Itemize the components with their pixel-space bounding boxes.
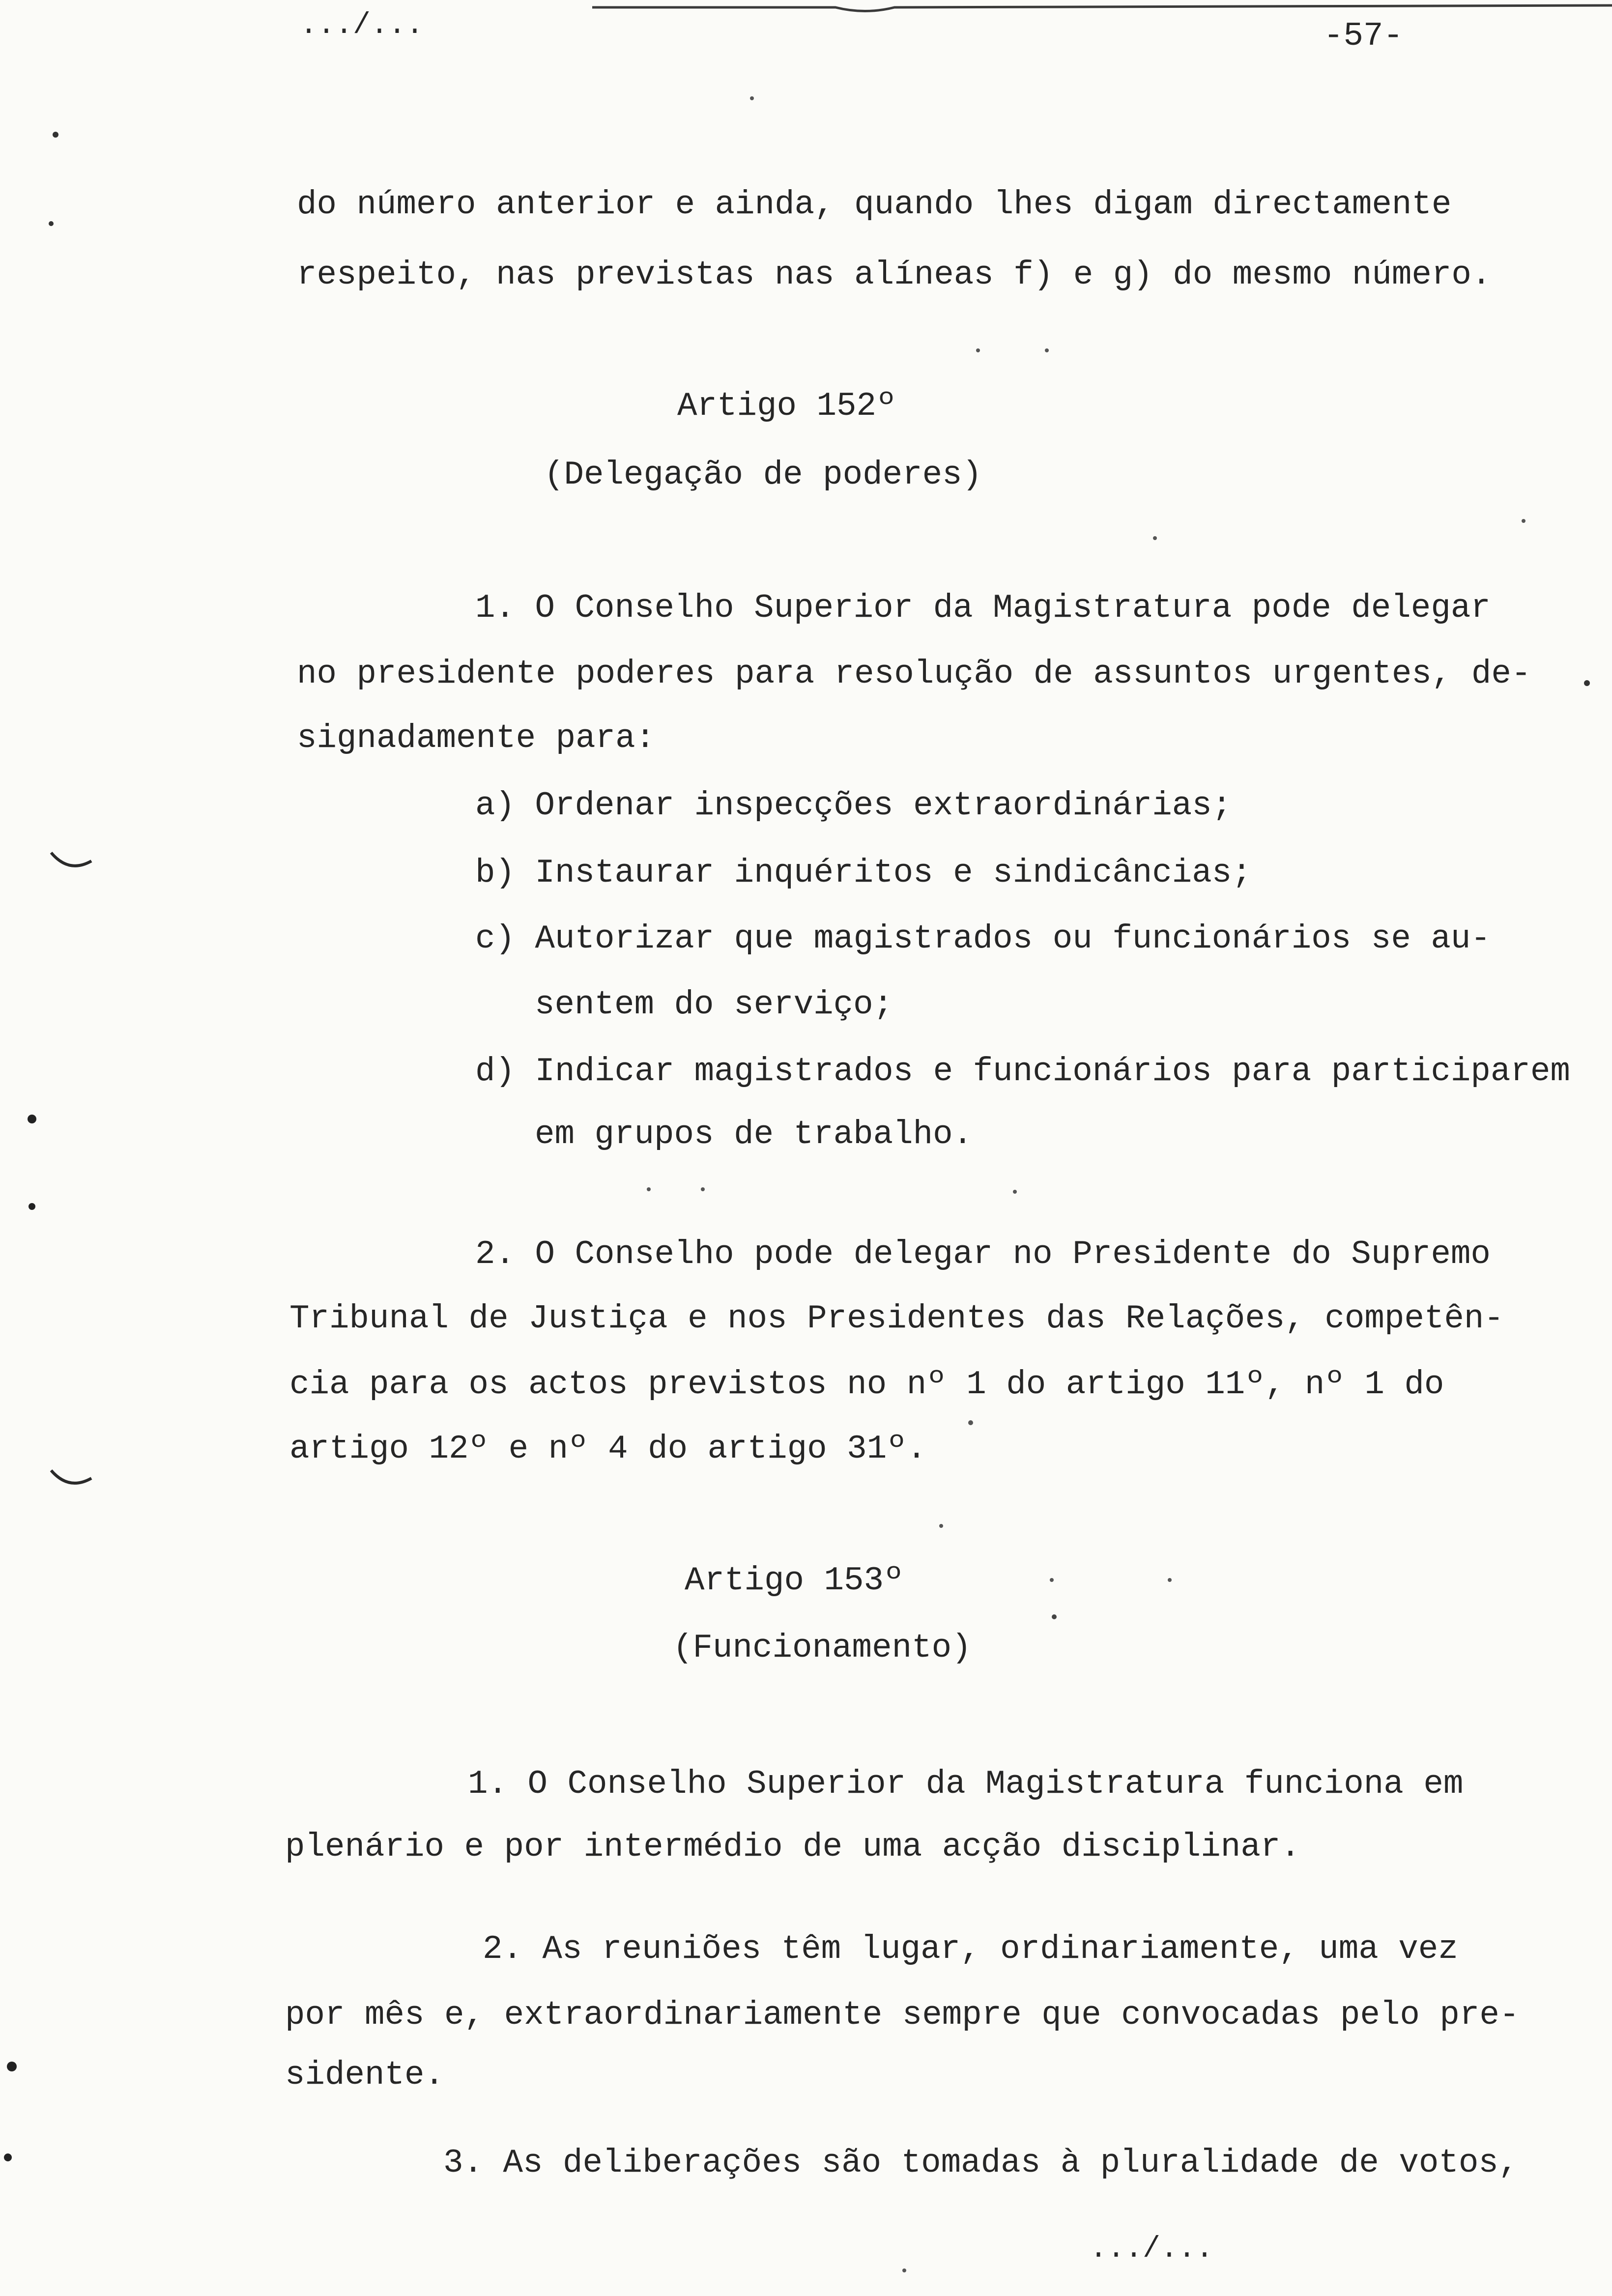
speck bbox=[1050, 1578, 1054, 1582]
article-153-subtitle: (Funcionamento) bbox=[673, 1630, 972, 1667]
article-152-paragraph-1-line: signadamente para: bbox=[297, 720, 656, 757]
article-152-paragraph-2-line: cia para os actos previstos no nº 1 do artigo 11º, nº 1 do bbox=[289, 1366, 1444, 1404]
list-item-text: Instaurar inquéritos e sindicâncias; bbox=[535, 855, 1252, 892]
list-item-text: Autorizar que magistrados ou funcionários se au- bbox=[535, 920, 1491, 958]
header-continuation-mark: .../... bbox=[300, 9, 424, 42]
binding-mark bbox=[51, 853, 91, 866]
article-153-paragraph-2-line: 2. As reuniões têm lugar, ordinariamente, uma vez bbox=[483, 1931, 1458, 1968]
article-153-paragraph-1-line: 1. O Conselho Superior da Magistratura funciona em bbox=[468, 1766, 1464, 1803]
speck bbox=[902, 2268, 906, 2272]
speck bbox=[939, 1524, 943, 1528]
opening-paragraph-line: respeito, nas previstas nas alíneas f) e g) do mesmo número. bbox=[297, 257, 1492, 294]
list-item-label: b) bbox=[475, 855, 516, 892]
speck bbox=[976, 348, 980, 352]
article-153-paragraph-2-line: sidente. bbox=[285, 2057, 445, 2094]
list-item-c bbox=[475, 922, 1491, 956]
list-item-text: Indicar magistrados e funcionários para participarem bbox=[535, 1053, 1570, 1091]
list-item-a bbox=[475, 789, 1232, 823]
list-item-label: d) bbox=[475, 1053, 516, 1091]
speck bbox=[28, 1115, 36, 1123]
speck bbox=[750, 96, 754, 100]
speck bbox=[49, 221, 54, 226]
list-item-d bbox=[475, 1055, 1570, 1089]
speck bbox=[701, 1187, 705, 1191]
speck bbox=[1052, 1614, 1057, 1619]
speck bbox=[1168, 1578, 1172, 1582]
list-item-b bbox=[475, 857, 1252, 890]
list-item-label: a) bbox=[475, 787, 516, 825]
list-item-c-continuation: sentem do serviço; bbox=[535, 986, 893, 1024]
article-152-heading: Artigo 152º bbox=[677, 388, 896, 425]
article-153-paragraph-1-line: plenário e por intermédio de uma acção disciplinar. bbox=[285, 1829, 1300, 1866]
list-item-text: Ordenar inspecções extraordinárias; bbox=[535, 787, 1232, 825]
article-153-paragraph-3-line: 3. As deliberações são tomadas à pluralidade de votos, bbox=[443, 2145, 1519, 2182]
article-153-paragraph-2-line: por mês e, extraordinariamente sempre que convocadas pelo pre- bbox=[285, 1997, 1520, 2034]
footer-continuation-mark: .../... bbox=[1090, 2233, 1214, 2266]
speck bbox=[1045, 348, 1049, 352]
article-152-paragraph-2-line: artigo 12º e nº 4 do artigo 31º. bbox=[289, 1431, 927, 1468]
speck bbox=[1013, 1190, 1017, 1194]
article-152-subtitle: (Delegação de poderes) bbox=[544, 457, 982, 494]
article-152-paragraph-1-line: no presidente poderes para resolução de assuntos urgentes, de- bbox=[297, 656, 1531, 693]
opening-paragraph-line: do número anterior e ainda, quando lhes digam directamente bbox=[297, 186, 1452, 224]
binding-mark bbox=[51, 1470, 91, 1483]
speck bbox=[4, 2153, 12, 2161]
speck bbox=[1153, 536, 1157, 540]
article-153-heading: Artigo 153º bbox=[685, 1562, 904, 1600]
speck bbox=[7, 2062, 17, 2071]
speck bbox=[53, 132, 58, 138]
speck bbox=[647, 1187, 651, 1191]
list-item-d-continuation: em grupos de trabalho. bbox=[535, 1116, 973, 1153]
speck bbox=[1522, 519, 1526, 523]
top-rule bbox=[592, 5, 1612, 11]
speck bbox=[1584, 680, 1590, 686]
speck bbox=[968, 1420, 973, 1425]
article-152-paragraph-2-line: Tribunal de Justiça e nos Presidentes das Relações, competên- bbox=[289, 1300, 1504, 1338]
speck bbox=[29, 1203, 35, 1210]
list-item-label: c) bbox=[475, 920, 516, 958]
article-152-paragraph-2-line: 2. O Conselho pode delegar no Presidente do Supremo bbox=[475, 1236, 1491, 1273]
article-152-paragraph-1-line: 1. O Conselho Superior da Magistratura pode delegar bbox=[475, 590, 1491, 627]
page-number: -57- bbox=[1324, 18, 1404, 55]
